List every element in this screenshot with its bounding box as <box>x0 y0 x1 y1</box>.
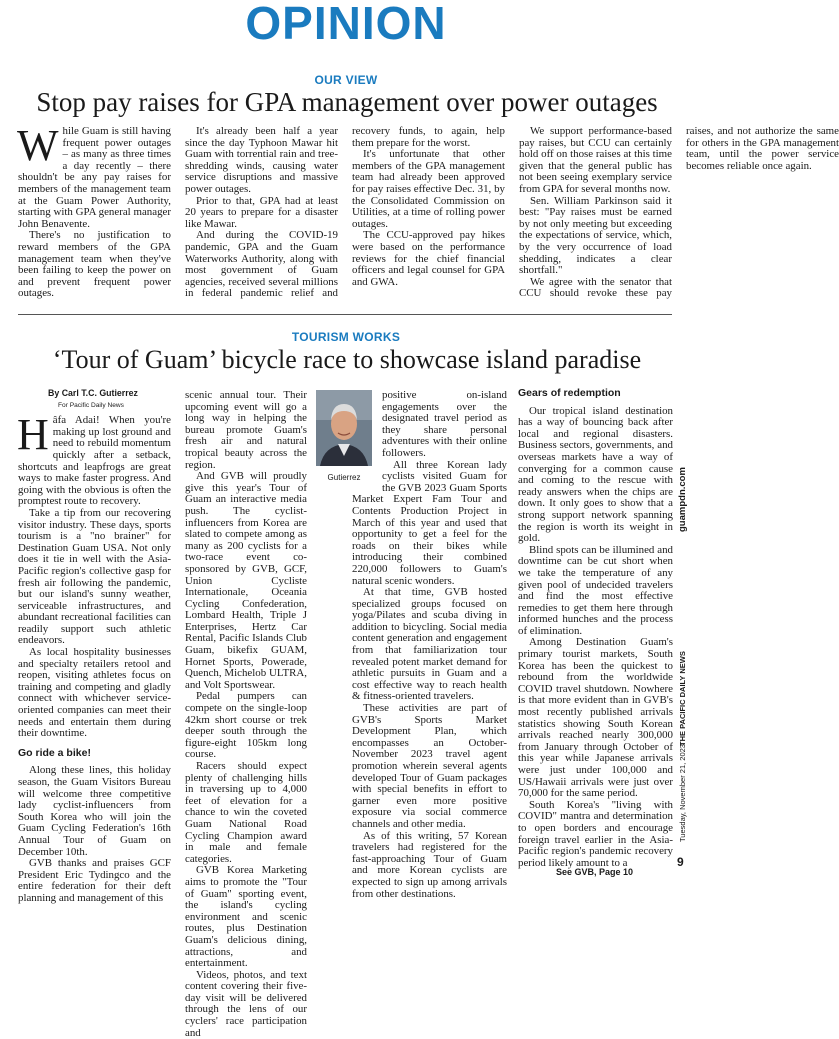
article2-paragraph: Videos, photos, and text content covering their five-day visit will be delivered through the lens of our cyclers' race participation and <box>185 968 307 1039</box>
article1-paragraph: It's already been half a year since the day Typhoon Mawar hit Guam with torrential rain and tree-shredding winds, causing water service disruptions and massive power outages. <box>185 125 338 195</box>
section-title: OPINION <box>245 0 447 49</box>
article2-paragraph: These activities are part of GVB's Sports Market Development Plan, which encompasses an October-November 2023 travel agent promotion wherein several agents developed Tour of Guam packages with special benefits in effort to garner even more positive exposure via social commerce channels and other media. <box>352 702 507 830</box>
article1-paragraph: There's no justification to reward members of the GPA management team when they've been failing to keep the power on and prevent frequent power outages. <box>18 229 171 300</box>
page-number: 9 <box>677 855 684 869</box>
article1-paragraph: We agree with the senator that CCU should revoke these pay raises, and not authorize the same for others in the GPA management team, until the power service becomes reliable once again. <box>519 125 839 300</box>
article1-headline: Stop pay raises for GPA management over power outages <box>36 87 658 117</box>
article2-paragraph: All three Korean lady cyclists visited Guam for the GVB 2023 Guam Sports Market Expert Fam Tour and Contents Production Project in March of this year and used that opportunity to get a feel for the roads on their bikes while introducing their combined 220,000 followers to Guam's natural scenic wonders. <box>352 458 507 587</box>
article2-paragraph: GVB thanks and praises GCF President Eric Tydingco and the entire federation for their deft planning and management of this <box>18 857 171 904</box>
article1-body <box>17 121 839 304</box>
article2-paragraph: At that time, GVB hosted specialized groups focused on yoga/Pilates and scuba diving in addition to bicycling. Social media content generation and engagement from that familiarization tour revealed potent market demand for athletic pursuits in Guam and a cost effective way to reach health & fitness-oriented travelers. <box>352 586 507 703</box>
subhead-gears: Gears of redemption <box>518 387 621 399</box>
article2-paragraph: Pedal pumpers can compete on the single-loop 42km short course or trek deeper south through the figure-eight 105km long course. <box>185 690 307 761</box>
article2-paragraph: As of this writing, 57 Korean travelers had registered for the fast-approaching Tour of Guam and more Korean cyclists are expected to sign up among arrivals from other destinations. <box>352 829 507 900</box>
article2-paragraph: Take a tip from our recovering visitor industry. These days, sports tourism is a "no brainer" for Destination Guam USA. Not only does it tie in well with the Asia-Pacific region's collective gasp for fresh air following the pandemic, but our island's sunny weather, serviceable infrastructures, and abundant recreational facilities can readily support such athletic endeavors. <box>18 506 171 647</box>
article2-kicker: TOURISM WORKS <box>291 330 401 344</box>
article1-paragraph: And during the COVID-19 pandemic, GPA and the Guam Waterworks Authority, along with most government of Guam agencies, received several millions in federal pandemic relief and recovery funds, to again, help them prepare for the worst. <box>185 125 505 300</box>
article2-paragraph: Along these lines, this holiday season, the Guam Visitors Bureau will welcome three competitive lady cyclist-influencers from South Korea who will join the Guam Cycling Federation's 16th Annual Tour of Guam on December 10th. <box>18 764 171 858</box>
article2-column-3 <box>352 389 507 900</box>
article1-dropcap: W <box>17 121 59 170</box>
article2-column-2 <box>185 389 307 1039</box>
article1-paragraph: The CCU-approved pay hikes were based on the performance reviews for the chief financial officers and legal counsel for GPA and GWA. <box>352 229 505 288</box>
article1-paragraph: Prior to that, GPA had at least 20 years to prepare for a disaster like Mawar. <box>185 194 338 230</box>
article2-paragraph: And GVB will proudly give this year's Tour of Guam an interactive media push. The cyclist-influencers from Korea are slated to compete among as many as 200 cyclists for a two-race event co-sponsored by GVB, GCF, Union Cycliste Internationale, Oceania Cycling Confederation, Lombard Health, Triple J Enterprises, Hertz Car Rental, Pacific Islands Club Guam, bikefix GUAM, Hornet Sports, Powerade, Quench, Michelob ULTRA, and Volt Sportswear. <box>185 470 307 691</box>
website-url: guampdn.com <box>677 467 688 532</box>
section-divider <box>18 314 672 315</box>
article2-paragraph: positive on-island engagements over the designated travel period as they share personal adventures with their online followers. <box>382 389 507 459</box>
article2-paragraph: Among Destination Guam's primary tourist markets, South Korea has been the quickest to rebound from the worldwide COVID travel shutdown. Nowhere is that more evident than in GVB's most recently published arrivals statistics showing South Korean arrivals reached nearly 300,000 from January through October of this year while Japanese arrivals were just under 100,000 and US/Hawaii arrivals were just over 70,000 for the same period. <box>518 636 673 800</box>
article1-paragraph: While Guam is still having frequent power outages – as many as three times a day recently – there shouldn't be any pay raises for members of the management team at the Guam Power Authority, starting with GPA general manager John Benavente. <box>17 121 171 230</box>
byline-affiliation: For Pacific Daily News <box>58 401 124 409</box>
article2-column-4 <box>518 384 673 867</box>
article2-paragraph: GVB Korea Marketing aims to promote the "Tour of Guam" sporting event, the island's cycling environment and scenic routes, plus Destination Guam's delicious dining, attractions, and entertainment. <box>185 864 307 970</box>
article2-paragraph: Our tropical island destination has a way of bouncing back after local and regional disasters. Business sectors, governments, and overseas markets have a way of converging for a common cause and coming to the rescue with ready answers when the chips are down. It only goes to show that a strong support network spanning the region is worth its weight in gold. <box>518 404 673 545</box>
article2-paragraph: Hâfa Adai! When you're making up lost ground and need to rebuild momentum quickly after a setback, shortcuts and leapfrogs are great ways to make faster progress. And going with the obvious is often the promptest route to recovery. <box>17 410 171 508</box>
article1-kicker: OUR VIEW <box>314 73 378 87</box>
article2-paragraph: South Korea's "living with COVID" mantra and determination to open borders and encourage foreign travel earlier in the Asia-Pacific region's pandemic recovery period likely amount to a <box>518 798 673 869</box>
article2-paragraph: Racers should expect plenty of challenging hills in traversing up to 4,000 feet of elevation for a chance to win the coveted Guam National Road Cycling Champion award in male and female categories. <box>185 760 307 865</box>
paper-name: THE PACIFIC DAILY NEWS <box>678 651 687 746</box>
article2-dropcap: H <box>17 410 49 460</box>
article1-paragraph: Sen. William Parkinson said it best: "Pay raises must be earned by not only meeting but exceeding the expectations of service, which, by the very occurrence of load shedding, indicates a clear shortfall." <box>519 194 672 277</box>
article2-headline: ‘Tour of Guam’ bicycle race to showcase island paradise <box>52 345 642 374</box>
continued-line: See GVB, Page 10 <box>556 867 634 877</box>
article1-paragraph: It's unfortunate that other members of the GPA management team had already been approved for pay raises effective Dec. 31, by the Consolidated Commission on Utilities, at a time of rolling power outages. <box>352 148 505 230</box>
article1-paragraph: We support performance-based pay raises, but CCU can certainly hold off on those raises at this time given that the general public has not been seeing exemplary service from GPA for several months now. <box>519 125 672 195</box>
article2-column-1 <box>17 388 171 904</box>
article2-paragraph: scenic annual tour. Their upcoming event will go a long way in helping the bureau promote Guam's fresh air and natural tropical beauty across the region. <box>185 389 307 471</box>
article2-paragraph: Blind spots can be illumined and downtime can be cut short when we take the temperature of any given pool of undecided travelers and find the most effective remedies to get them here through informed hunches and the process of elimination. <box>518 543 673 637</box>
byline: By Carl T.C. Gutierrez <box>48 388 138 398</box>
subhead-go-ride: Go ride a bike! <box>18 746 91 759</box>
issue-date: Tuesday, November 21, 2023 <box>678 744 687 842</box>
article2-paragraph: As local hospitality businesses and specialty retailers retool and reopen, visiting athletes focus on training and competing and gladly connect with whichever service-oriented companies can meet their needs and entertain them during their downtime. <box>18 646 171 740</box>
photo-caption: Gutierrez <box>327 473 361 482</box>
